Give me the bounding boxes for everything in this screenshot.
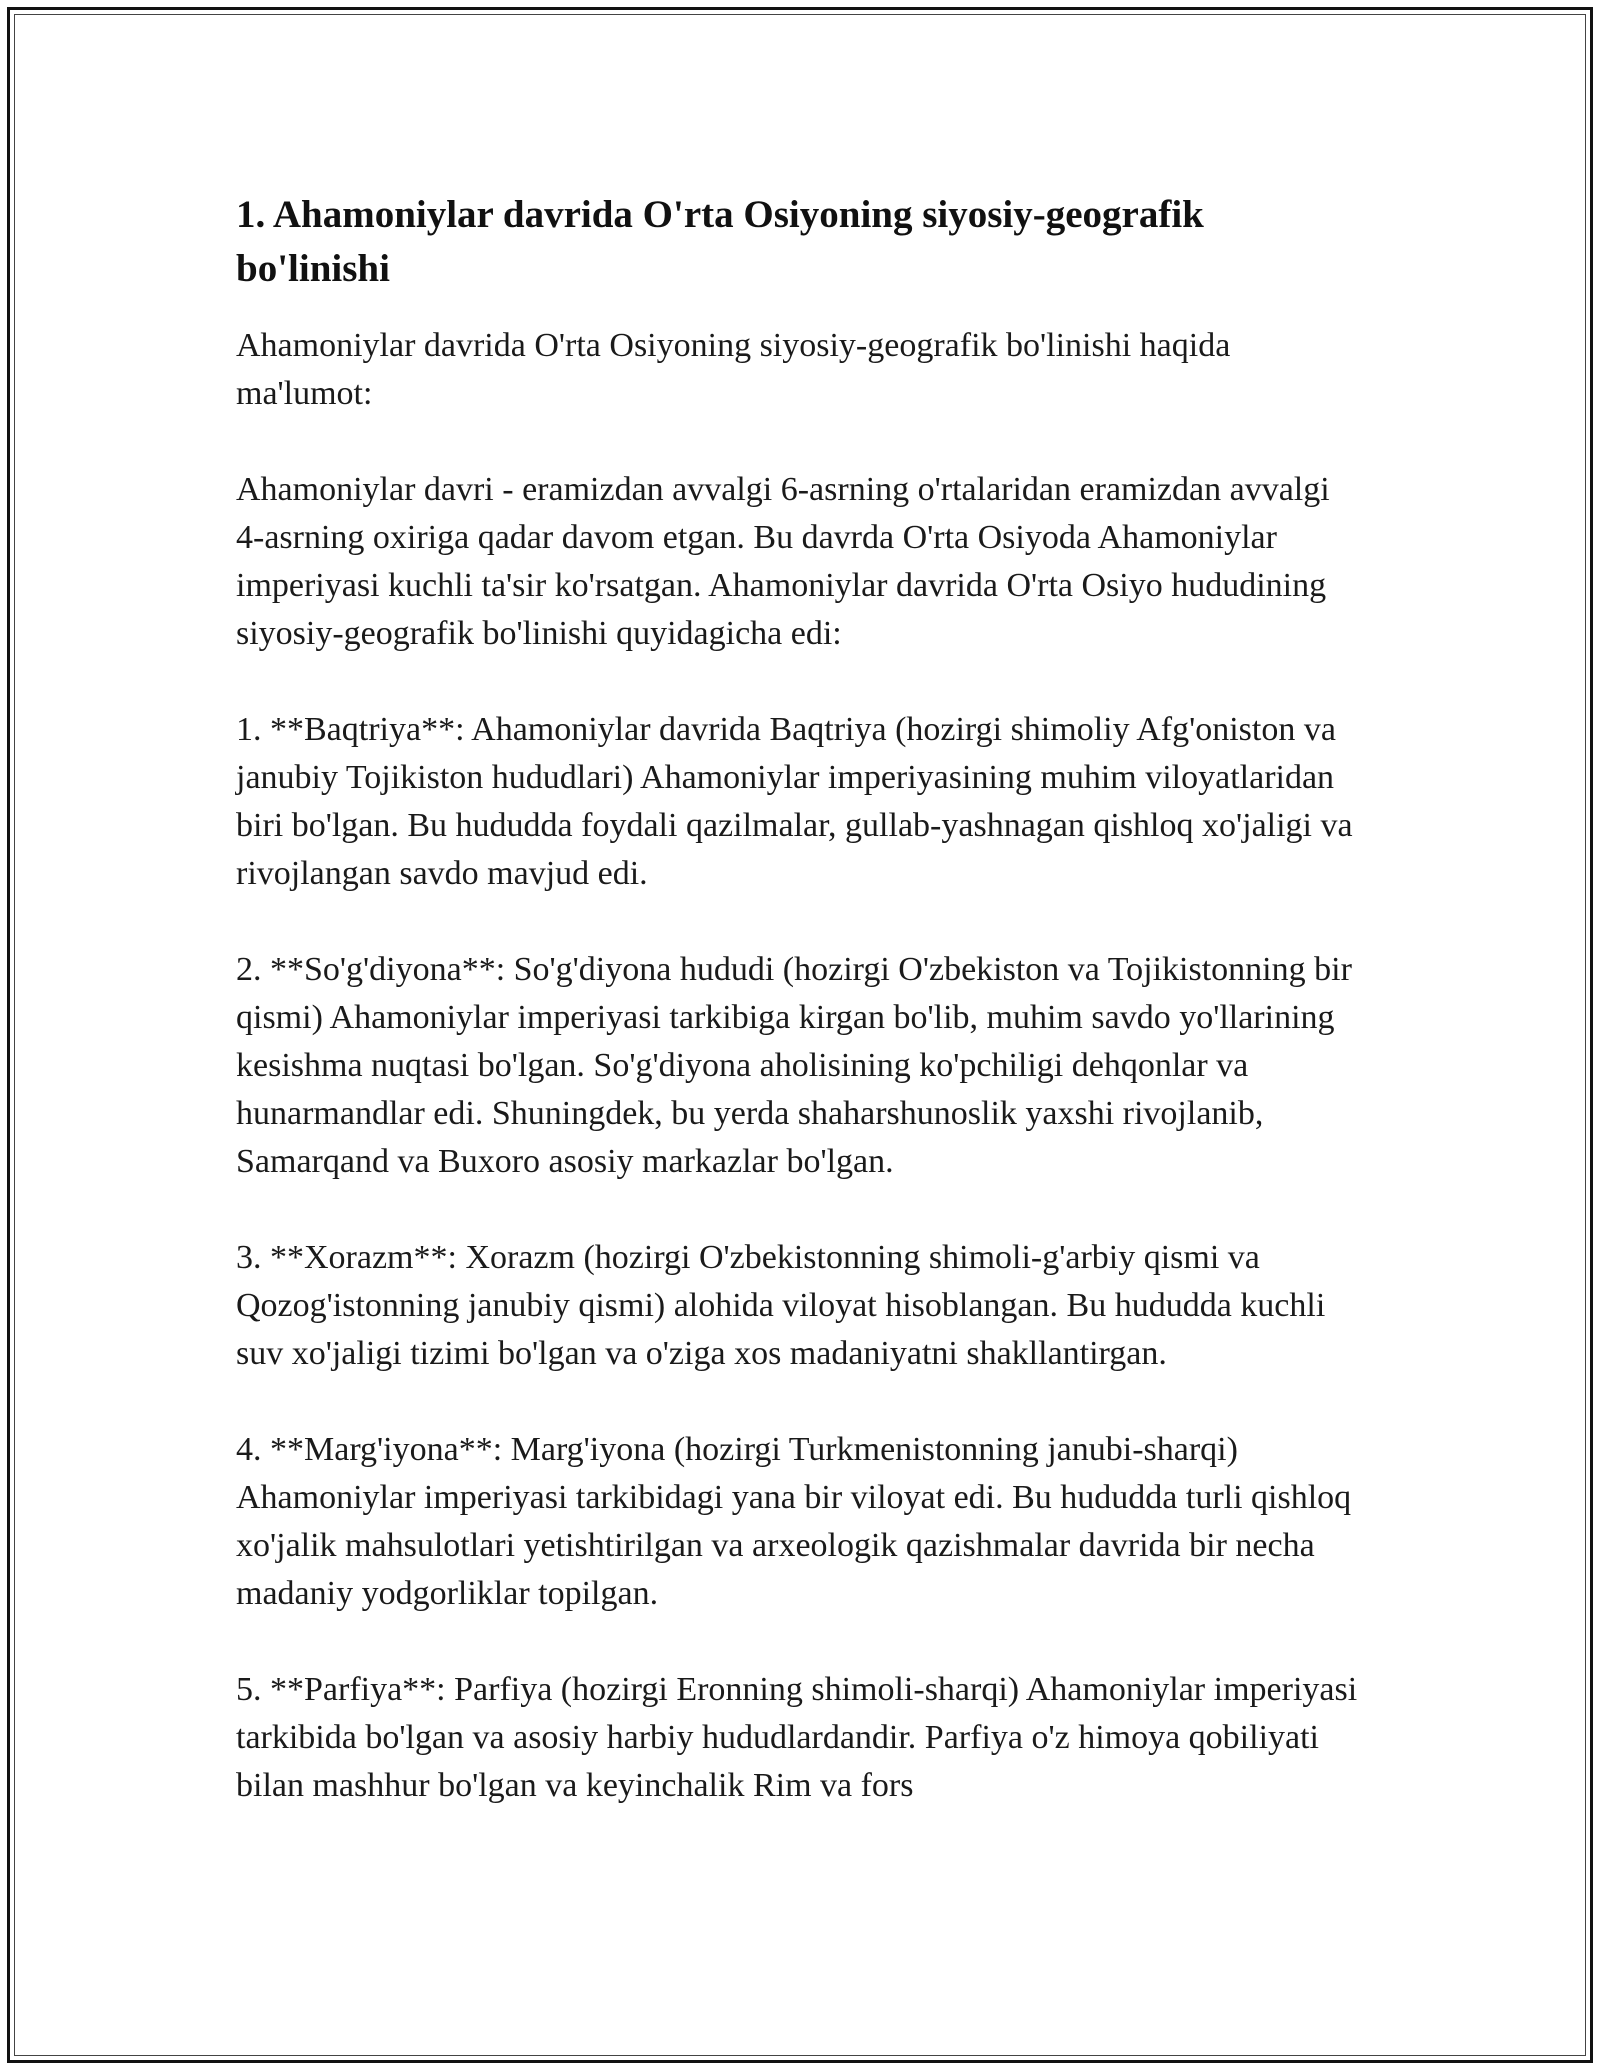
item-margiyona-paragraph: 4. **Marg'iyona**: Marg'iyona (hozirgi Turkmenistonning janubi-sharqi) Ahamoniylar imperiyasi tarkibidagi yana bir viloyat edi. Bu hududda turli qishloq xo'jalik mahsulotlari yetishtirilgan va arxeologik qazishmalar davrida bir necha madaniy yodgorliklar topilgan.	[236, 1431, 1352, 1612]
item-baqtriya-paragraph: 1. **Baqtriya**: Ahamoniylar davrida Baqtriya (hozirgi shimoliy Afg'oniston va janubiy Tojikiston hududlari) Ahamoniylar imperiyasining muhim viloyatlaridan biri bo'lgan. Bu hududda foydali qazilmalar, gullab-yashnagan qishloq xo'jaligi va rivojlangan savdo mavjud edi.	[236, 711, 1353, 892]
document-title: 1. Ahamoniylar davrida O'rta Osiyoning siyosiy-geografik bo'linishi	[236, 193, 1204, 290]
intro-paragraph: Ahamoniylar davrida O'rta Osiyoning siyosiy-geografik bo'linishi haqida ma'lumot:	[236, 327, 1231, 412]
overview-paragraph: Ahamoniylar davri - eramizdan avvalgi 6-asrning o'rtalaridan eramizdan avvalgi 4-asrning oxiriga qadar davom etgan. Bu davrda O'rta Osiyoda Ahamoniylar imperiyasi kuchli ta'sir ko'rsatgan. Ahamoniylar davrida O'rta Osiyo hududining siyosiy-geografik bo'linishi quyidagicha edi:	[236, 471, 1330, 652]
item-xorazm-paragraph: 3. **Xorazm**: Xorazm (hozirgi O'zbekistonning shimoli-g'arbiy qismi va Qozog'istonning janubiy qismi) alohida viloyat hisoblangan. Bu hududda kuchli suv xo'jaligi tizimi bo'lgan va o'ziga xos madaniyatni shakllantirgan.	[236, 1239, 1326, 1372]
item-sogdiyona-paragraph: 2. **So'g'diyona**: So'g'diyona hududi (hozirgi O'zbekiston va Tojikistonning bir qismi) Ahamoniylar imperiyasi tarkibiga kirgan bo'lib, muhim savdo yo'llarining kesishma nuqtasi bo'lgan. So'g'diyona aholisining ko'pchiligi dehqonlar va hunarmandlar edi. Shuningdek, bu yerda shaharshunoslik yaxshi rivojlanib, Samarqand va Buxoro asosiy markazlar bo'lgan.	[236, 951, 1352, 1180]
item-parfiya-paragraph: 5. **Parfiya**: Parfiya (hozirgi Eronning shimoli-sharqi) Ahamoniylar imperiyasi tarkibida bo'lgan va asosiy harbiy hududlardandir. Parfiya o'z himoya qobiliyati bilan mashhur bo'lgan va keyinchalik Rim va fors	[236, 1671, 1358, 1804]
document-body	[236, 188, 1366, 1858]
